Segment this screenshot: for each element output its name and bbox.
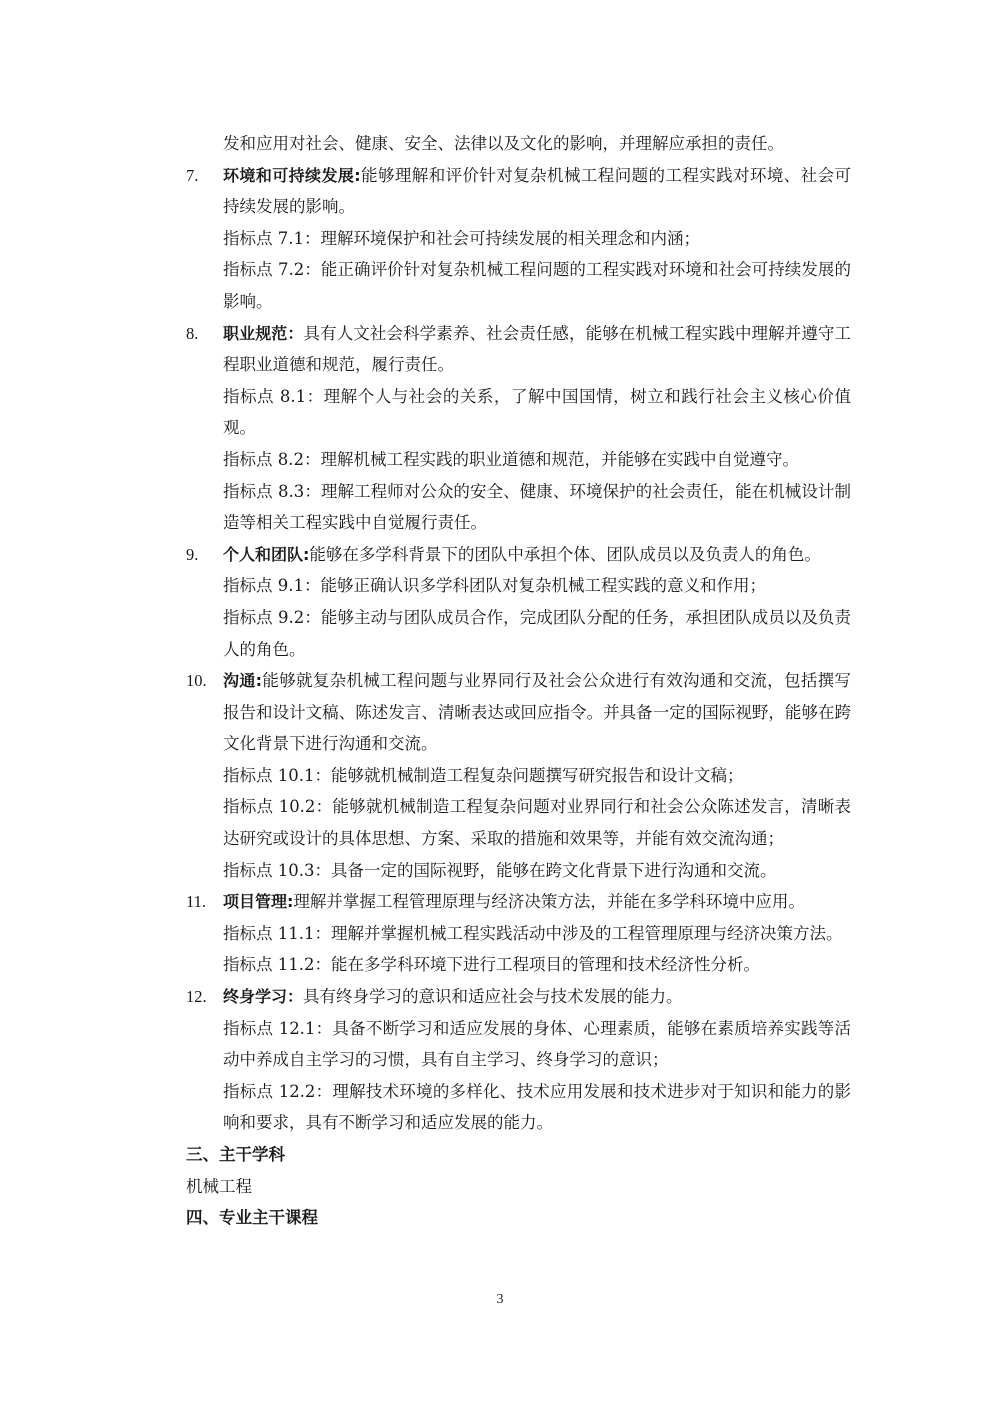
item-separator: : — [255, 671, 263, 691]
item-text: 能够理解和评价针对复杂机械工程问题的工程实践对环境、社会可持续发展的影响。 — [223, 165, 851, 217]
item-separator: ： — [287, 323, 304, 343]
requirement-item-12 — [186, 981, 851, 1013]
indicator-7-2: 指标点 7.2：能正确评价针对复杂机械工程问题的工程实践对环境和社会可持续发展的影响。 — [223, 260, 851, 311]
item-number: 7. — [186, 165, 199, 185]
indicator-12-1: 指标点 12.1：具备不断学习和适应发展的身体、心理素质，能够在素质培养实践等活动中养成自主学习的习惯，具有自主学习、终身学习的意识； — [223, 1018, 851, 1070]
item-title: 沟通 — [223, 671, 256, 691]
indicator-8-1: 指标点 8.1：理解个人与社会的关系，了解中国国情，树立和践行社会主义核心价值观。 — [223, 386, 851, 438]
section-heading-main-discipline: 三、主干学科 — [186, 1145, 285, 1164]
item-number: 11. — [186, 892, 207, 912]
indicator-8-2: 指标点 8.2：理解机械工程实践的职业道德和规范，并能够在实践中自觉遵守。 — [223, 449, 799, 469]
item-title: 职业规范 — [223, 323, 288, 343]
indicator-11-2: 指标点 11.2：能在多学科环境下进行工程项目的管理和技术经济性分析。 — [223, 955, 760, 975]
main-discipline-text: 机械工程 — [186, 1176, 252, 1196]
page-number: 3 — [496, 1292, 504, 1307]
item-text: 具有人文社会科学素养、社会责任感，能够在机械工程实践中理解并遵守工程职业道德和规范，履行责任。 — [223, 323, 851, 375]
section-heading-core-courses: 四、专业主干课程 — [186, 1208, 318, 1228]
indicator-12-2: 指标点 12.2：理解技术环境的多样化、技术应用发展和技术进步对于知识和能力的影响和要求，具有不断学习和适应发展的能力。 — [223, 1081, 851, 1133]
item-title: 终身学习 — [223, 987, 288, 1007]
item-text: 理解并掌握工程管理原理与经济决策方法，并能在多学科环境中应用。 — [293, 892, 805, 912]
indicator-7-1: 指标点 7.1：理解环境保护和社会可持续发展的相关理念和内涵； — [223, 228, 700, 248]
item-title: 个人和团队 — [223, 544, 304, 564]
requirement-item-8 — [186, 318, 851, 381]
item-separator: : — [287, 892, 294, 912]
item-title: 环境和可持续发展 — [223, 165, 355, 185]
item-text: 能够在多学科背景下的团队中承担个体、团队成员以及负责人的角色。 — [309, 544, 821, 564]
item-number: 10. — [186, 671, 207, 691]
indicator-10-3: 指标点 10.3：具备一定的国际视野，能够在跨文化背景下进行沟通和交流。 — [223, 860, 777, 880]
indicator-10-1: 指标点 10.1：能够就机械制造工程复杂问题撰写研究报告和设计文稿； — [223, 765, 744, 785]
item-number: 12. — [186, 987, 207, 1007]
item-title: 项目管理 — [223, 892, 288, 912]
indicator-8-3: 指标点 8.3：理解工程师对公众的安全、健康、环境保护的社会责任，能在机械设计制造等相关工程实践中自觉履行责任。 — [223, 481, 851, 533]
item-text: 能够就复杂机械工程问题与业界同行及社会公众进行有效沟通和交流，包括撰写报告和设计文稿、陈述发言、清晰表达或回应指令。并具备一定的国际视野，能够在跨文化背景下进行沟通和交流。 — [223, 671, 851, 754]
item-number: 9. — [186, 544, 199, 564]
item-separator: : — [354, 165, 361, 185]
requirement-item-11 — [186, 886, 851, 918]
requirement-item-9 — [186, 539, 851, 571]
indicator-11-1: 指标点 11.1：理解并掌握机械工程实践活动中涉及的工程管理原理与经济决策方法。 — [223, 923, 843, 943]
item-separator: ： — [287, 987, 304, 1007]
item-separator: : — [303, 544, 310, 564]
requirement-item-7 — [186, 160, 851, 223]
indicator-9-2: 指标点 9.2：能够主动与团队成员合作，完成团队分配的任务，承担团队成员以及负责人的角色。 — [223, 607, 851, 659]
item-text: 具有终身学习的意识和适应社会与技术发展的能力。 — [303, 987, 683, 1007]
indicator-9-1: 指标点 9.1：能够正确认识多学科团队对复杂机械工程实践的意义和作用； — [223, 576, 766, 596]
continuation-line: 发和应用对社会、健康、安全、法律以及文化的影响，并理解应承担的责任。 — [223, 134, 784, 153]
page-content — [186, 128, 851, 1234]
item-number: 8. — [186, 323, 199, 343]
indicator-10-2: 指标点 10.2：能够就机械制造工程复杂问题对业界同行和社会公众陈述发言，清晰表达研究或设计的具体思想、方案、采取的措施和效果等，并能有效交流沟通； — [223, 797, 851, 849]
requirement-item-10 — [186, 665, 851, 760]
